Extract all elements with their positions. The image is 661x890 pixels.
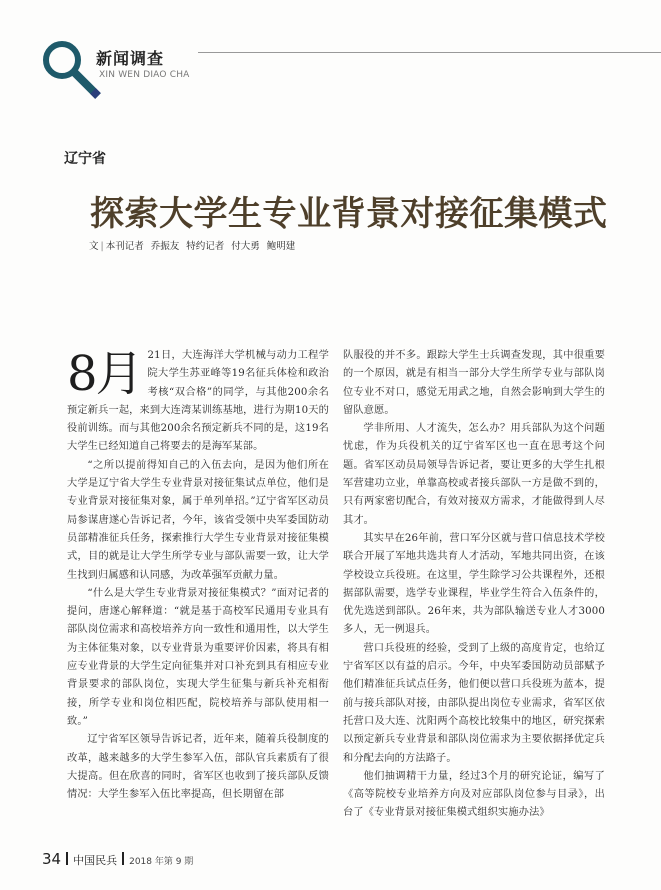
paragraph: 8月 21日，大连海洋大学机械与动力工程学院大学生苏亚峰等19名征兵体检和政治考核“双合格”的同学，与其他200余名预定新兵一起，来到大连湾某训练基地，进行为期10天的役前训练。而与其他200余名预定新兵不同的是，这19名大学生已经知道自己将要去的是海军某部。 [67, 346, 329, 453]
page-footer [42, 849, 193, 868]
section-title: 新闻调查 [96, 49, 165, 68]
article-column-right [343, 347, 605, 823]
paragraph: “什么是大学生专业背景对接征集模式？”面对记者的提问，唐遂心解释道：“就是基于高校军民通用专业具有部队岗位需求和高校培养方向一致性和通用性，以大学生为主体征集对象，以专业背景为重要评价因素，将具有相应专业背景的大学生定向征集并对口补充到具有相应专业背景要求的部队岗位，实现大学生征集与新兵补充相衔接，所学专业和岗位相匹配，院校培养与部队使用相一致。” [67, 587, 329, 727]
byline-separator: | [100, 241, 104, 252]
paragraph: 学非所用、人才流失，怎么办？用兵部队为这个问题忧虑，作为兵役机关的辽宁省军区也一直在思考这个问题。省军区动员局领导告诉记者，要让更多的大学生扎根军营建功立业，单靠高校或者接兵部队一方是做不到的，只有两家密切配合，有效对接双方需求，才能做得到人尽其才。 [343, 423, 605, 526]
byline [89, 238, 295, 252]
article-column-left [67, 347, 329, 804]
byline-prefix: 文 [89, 241, 99, 252]
issue-label: 2018 年第 9 期 [129, 857, 194, 867]
paragraph: 他们抽调精干力量，经过3个月的研究论证，编写了《高等院校专业培养方向及对应部队岗位参与目录》，出台了《专业背景对接征集模式组织实施办法》 [343, 770, 605, 819]
page-number: 34 [42, 850, 62, 868]
province-label: 辽宁省 [64, 151, 106, 167]
footer-divider [66, 852, 68, 865]
byline-author: 乔振友 [150, 241, 180, 252]
article-title: 探索大学生专业背景对接征集模式 [90, 194, 608, 234]
paragraph: 营口兵役班的经验，受到了上级的高度肯定，也给辽宁省军区以有益的启示。今年，中央军委国防动员部赋予他们精准征兵试点任务，他们便以营口兵役班为蓝本，提前与接兵部队对接，由部队提出岗位专业需求，省军区依托营口及大连、沈阳两个高校比较集中的地区，研究探索以预定新兵专业背景和部队岗位需求为主要依据择优定兵和分配去向的方法路子。 [343, 642, 605, 764]
paragraph: 队服役的并不多。跟踪大学生士兵调查发现，其中很重要的一个原因，就是有相当一部分大学生所学专业与部队岗位专业不对口，感觉无用武之地，自然会影响到大学生的留队意愿。 [343, 350, 605, 416]
dropcap: 8月 [67, 346, 142, 402]
section-subtitle: XIN WEN DIAO CHA [99, 70, 190, 80]
section-header [38, 36, 661, 106]
byline-author: 鲍明建 [266, 241, 296, 252]
byline-role: 特约记者 [186, 241, 225, 252]
paragraph: “之所以提前得知自己的入伍去向，是因为他们所在大学是辽宁省大学生专业背景对接征集试点单位，他们是专业背景对接征集对象，属于单列单招。”辽宁省军区动员局参谋唐遂心告诉记者，今年，该省受领中央军委国防动员部精准征兵任务，探索推行大学生专业背景对接征集模式，目的就是让大学生所学专业与部队需要一致，让大学生找到归属感和认同感，为改革强军贡献力量。 [67, 459, 329, 581]
header-rule [198, 52, 661, 53]
byline-author: 付大勇 [231, 241, 260, 252]
byline-role: 本刊记者 [105, 241, 144, 252]
paragraph: 辽宁省军区领导告诉记者，近年来，随着兵役制度的改革，越来越多的大学生参军入伍，部队官兵素质有了很大提高。但在欣喜的同时，省军区也收到了接兵部队反馈情况：大学生参军入伍比率提高，但长期留在部 [67, 734, 329, 801]
footer-divider [122, 852, 124, 865]
paragraph: 其实早在26年前，营口军分区就与营口信息技术学校联合开展了军地共选共育人才活动，军地共同出资，在该学校设立兵役班。在这里，学生除学习公共课程外，还根据部队需要，选学专业课程，毕业学生符合入伍条件的，优先选送到部队。26年来，共为部队输送专业人才3000多人，无一例退兵。 [343, 532, 605, 636]
magazine-name: 中国民兵 [73, 854, 118, 867]
